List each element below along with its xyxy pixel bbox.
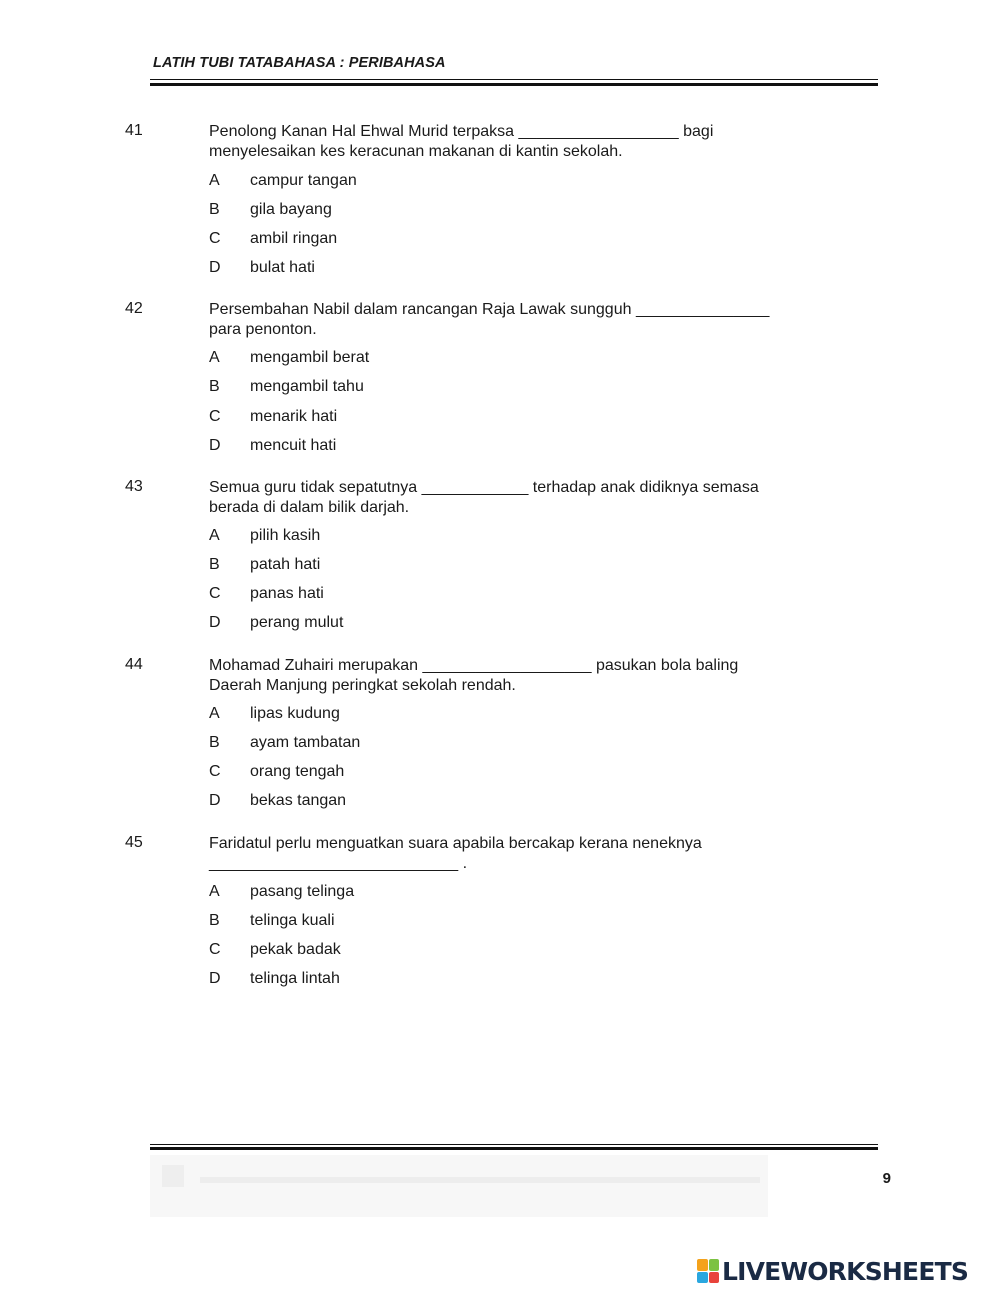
question-text[interactable]: Penolong Kanan Hal Ehwal Murid terpaksa __________________ bagi menyelesaikan kes keracunan makanan di kantin sekolah. bbox=[209, 123, 714, 160]
option-text: telinga lintah bbox=[250, 970, 340, 987]
option-letter: C bbox=[209, 408, 221, 425]
option-text: menarik hati bbox=[250, 408, 338, 425]
option-text: lipas kudung bbox=[250, 705, 340, 722]
option-letter: D bbox=[209, 792, 221, 809]
option-text: pilih kasih bbox=[250, 527, 321, 544]
option-text: ambil ringan bbox=[250, 230, 338, 247]
option-text: perang mulut bbox=[250, 614, 344, 631]
logo-square-icon bbox=[709, 1259, 720, 1271]
option-letter: A bbox=[209, 172, 220, 189]
footer-rule-thick bbox=[150, 1147, 878, 1150]
page-header-title: LATIH TUBI TATABAHASA : PERIBAHASA bbox=[153, 55, 446, 71]
option-letter: B bbox=[209, 378, 220, 395]
header-rule-thin bbox=[150, 79, 878, 80]
option-text: pekak badak bbox=[250, 941, 341, 958]
brand-name: LIVEWORKSHEETS bbox=[722, 1256, 969, 1286]
option-text: orang tengah bbox=[250, 763, 345, 780]
liveworksheets-logo-icon bbox=[697, 1259, 719, 1283]
question-number: 42 bbox=[125, 300, 143, 317]
option-text: mencuit hati bbox=[250, 437, 337, 454]
option-letter: A bbox=[209, 349, 220, 366]
option-letter: D bbox=[209, 614, 221, 631]
question-number: 43 bbox=[125, 478, 143, 495]
question-text[interactable]: Semua guru tidak sepatutnya ____________ terhadap anak didiknya semasa berada di dalam bilik darjah. bbox=[209, 479, 759, 516]
option-text: campur tangan bbox=[250, 172, 357, 189]
option-letter: A bbox=[209, 527, 220, 544]
option-letter: D bbox=[209, 437, 221, 454]
option-letter: A bbox=[209, 705, 220, 722]
question-number: 41 bbox=[125, 122, 143, 139]
option-text: ayam tambatan bbox=[250, 734, 361, 751]
option-letter: C bbox=[209, 941, 221, 958]
footer-rule-thin bbox=[150, 1144, 878, 1145]
option-text: mengambil tahu bbox=[250, 378, 364, 395]
option-text: pasang telinga bbox=[250, 883, 355, 900]
option-letter: C bbox=[209, 585, 221, 602]
header-rule-thick bbox=[150, 83, 878, 86]
question-text[interactable]: Faridatul perlu menguatkan suara apabila bercakap kerana neneknya ____________________________ . bbox=[209, 835, 702, 872]
option-letter: B bbox=[209, 201, 220, 218]
question-number: 45 bbox=[125, 834, 143, 851]
option-text: gila bayang bbox=[250, 201, 332, 218]
option-letter: B bbox=[209, 734, 220, 751]
option-text: panas hati bbox=[250, 585, 324, 602]
option-letter: D bbox=[209, 259, 221, 276]
logo-square-icon bbox=[697, 1259, 708, 1271]
option-text: bulat hati bbox=[250, 259, 315, 276]
question-text[interactable]: Persembahan Nabil dalam rancangan Raja Lawak sungguh _______________ para penonton. bbox=[209, 301, 770, 338]
option-letter: A bbox=[209, 883, 220, 900]
option-letter: C bbox=[209, 763, 221, 780]
question-text[interactable]: Mohamad Zuhairi merupakan ___________________ pasukan bola baling Daerah Manjung peringkat sekolah rendah. bbox=[209, 657, 739, 694]
option-letter: B bbox=[209, 556, 220, 573]
logo-square-icon bbox=[697, 1272, 708, 1284]
liveworksheets-brand[interactable] bbox=[697, 1256, 968, 1286]
option-letter: D bbox=[209, 970, 221, 987]
option-letter: C bbox=[209, 230, 221, 247]
question-number: 44 bbox=[125, 656, 143, 673]
option-text: telinga kuali bbox=[250, 912, 335, 929]
page-number: 9 bbox=[882, 1170, 891, 1187]
logo-square-icon bbox=[709, 1272, 720, 1284]
option-letter: B bbox=[209, 912, 220, 929]
option-text: bekas tangan bbox=[250, 792, 347, 809]
option-text: mengambil berat bbox=[250, 349, 370, 366]
faded-footer-watermark bbox=[150, 1155, 768, 1217]
option-text: patah hati bbox=[250, 556, 321, 573]
